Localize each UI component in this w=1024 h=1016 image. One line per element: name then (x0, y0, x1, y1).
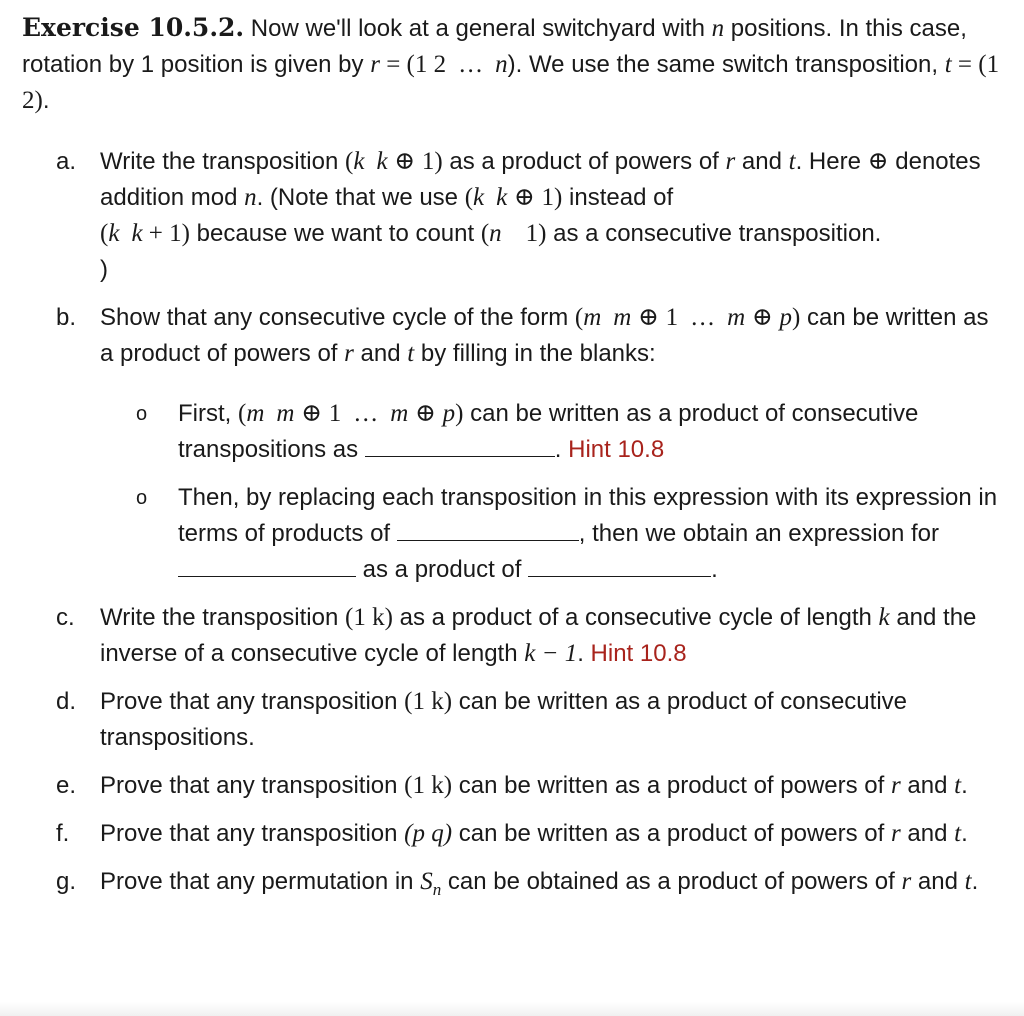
part-e: e. Prove that any transposition (1 k) can be written as a product of powers of r and t. (22, 768, 1007, 804)
blank-expression-for[interactable] (178, 556, 356, 577)
part-f-marker: f. (56, 820, 70, 847)
part-d: d. Prove that any transposition (1 k) can be written as a product of consecutive transpositions. (22, 684, 1007, 756)
part-g-marker: g. (56, 868, 77, 895)
part-g: g. Prove that any permutation in $S_n$ can be obtained as a product of powers of r and t. (22, 864, 1007, 908)
blank-products-of[interactable] (397, 520, 579, 541)
exercise-intro: Exercise 10.5.2. Now we'll look at a general switchyard with n positions. In this case, rotation by 1 position is given by r = (1 2 … n). We use the same switch transposition, t = (1 2). (22, 13, 1000, 114)
part-b: b. Show that any consecutive cycle of the form (m m ⊕ 1 … m ⊕ p) can be written as a product of powers of r and t by filling in the blanks: (22, 300, 1007, 372)
bullet-icon: o (136, 487, 148, 509)
part-d-marker: d. (56, 688, 77, 715)
part-f: f. Prove that any transposition (p q) can be written as a product of powers of r and t. (22, 816, 1007, 852)
exercise-title: Exercise 10.5.2. (22, 13, 245, 42)
parts-list (22, 144, 1007, 908)
part-a-marker: a. (56, 148, 77, 175)
hint-link[interactable]: Hint 10.8 (568, 436, 665, 463)
blank-consecutive-transpositions[interactable] (365, 436, 555, 457)
part-b-step-2: o Then, by replacing each transposition in this expression with its expression in terms of products of , then we obtain an expression for as a product of . (22, 480, 1007, 588)
hint-link[interactable]: Hint 10.8 (590, 640, 687, 667)
bullet-icon: o (136, 403, 148, 425)
blank-product-of[interactable] (528, 556, 711, 577)
part-c-marker: c. (56, 604, 75, 631)
part-a: a. Write the transposition (k k ⊕ 1) as a product of powers of r and t. Here ⊕ denotes addition mod n. (Note that we use (k k ⊕ 1) instead of (k k + 1) because we want to count (n 1) as a consecutive transposition. ) (22, 144, 1007, 288)
part-e-marker: e. (56, 772, 77, 799)
exercise-page (22, 10, 1007, 908)
part-c: c. Write the transposition (1 k) as a product of a consecutive cycle of length k and the inverse of a consecutive cycle of length k − 1. Hint 10.8 (22, 600, 1007, 672)
part-b-marker: b. (56, 304, 77, 331)
bottom-fade (0, 1002, 1024, 1016)
part-b-step-1: o First, (m m ⊕ 1 … m ⊕ p) can be written as a product of consecutive transpositions as . Hint 10.8 (22, 396, 1007, 468)
